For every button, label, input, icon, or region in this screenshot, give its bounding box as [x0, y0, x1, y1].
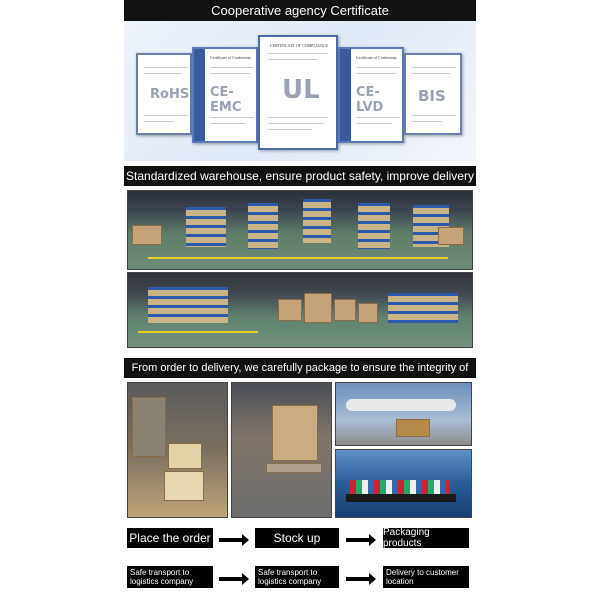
step-safe-transport-1: [127, 566, 213, 588]
arrow-right-icon: [346, 577, 370, 581]
step-label: Safe transport to logistics company: [130, 568, 194, 586]
step-label: Stock up: [273, 531, 321, 545]
ce-emc-certificate: [192, 47, 258, 143]
pallet-photo: [231, 382, 332, 518]
ce-emc-mark: CE-EMC: [210, 85, 242, 115]
warehouse-banner: Standardized warehouse, ensure product safety, improve delivery: [124, 166, 476, 186]
bis-mark: BIS: [418, 87, 446, 105]
warehouse-photo-2: [127, 272, 473, 348]
air-freight-photo: [335, 382, 472, 446]
certificate-banner: Cooperative agency Certificate: [124, 0, 476, 21]
arrow-right-icon: [219, 538, 243, 542]
warehouse-photo-1: [127, 190, 473, 270]
step-safe-transport-2: [255, 566, 339, 588]
sea-freight-photo: [335, 449, 472, 518]
cert-title: Certificate of Conformity: [210, 55, 251, 60]
packaging-banner: From order to delivery, we carefully package to ensure the integrity of: [124, 358, 476, 378]
step-label: Safe transport to logistics company: [258, 568, 322, 586]
ul-certificate: [258, 35, 338, 150]
certificate-gallery: [124, 21, 476, 161]
arrow-right-icon: [219, 577, 243, 581]
ul-mark: UL: [282, 75, 320, 105]
step-delivery: [383, 566, 469, 588]
step-packaging-products: [383, 528, 469, 548]
packed-boxes-photo: [127, 382, 228, 518]
cert-title: Certificate of Conformity: [356, 55, 397, 60]
step-stock-up: [255, 528, 339, 548]
step-label: Place the order: [129, 531, 211, 545]
rohs-certificate: [136, 53, 192, 135]
ce-lvd-mark: CE-LVD: [356, 85, 384, 115]
bis-certificate: [404, 53, 462, 135]
step-label: Delivery to customer location: [386, 568, 459, 586]
step-place-order: [127, 528, 213, 548]
cert-title: CERTIFICATE OF COMPLIANCE: [270, 43, 328, 48]
step-label: Packaging products: [383, 527, 430, 549]
ce-lvd-certificate: [338, 47, 404, 143]
arrow-right-icon: [346, 538, 370, 542]
rohs-mark: RoHS: [150, 87, 190, 102]
